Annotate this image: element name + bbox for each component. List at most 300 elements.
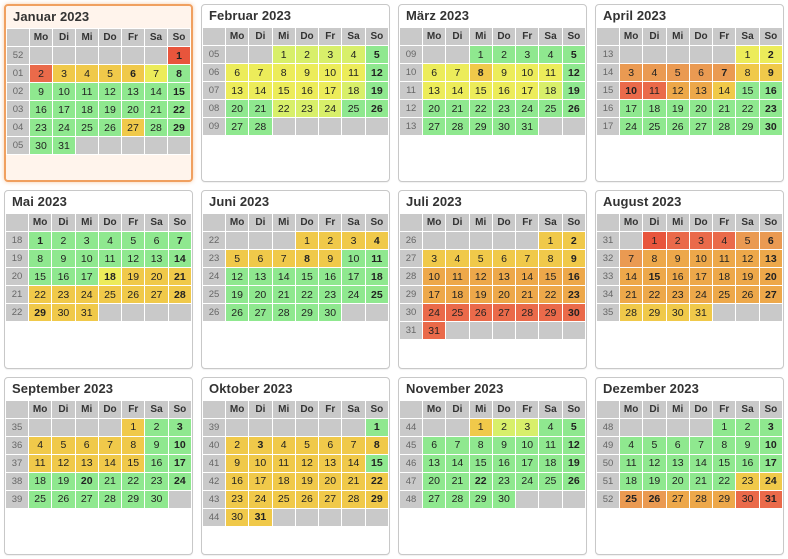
day-cell[interactable]: 30: [52, 304, 75, 322]
day-cell[interactable]: 28: [168, 286, 191, 304]
day-cell[interactable]: 6: [759, 232, 782, 250]
day-cell[interactable]: 6: [122, 65, 145, 83]
day-cell[interactable]: 20: [319, 472, 342, 490]
day-cell[interactable]: 11: [620, 454, 643, 472]
day-cell[interactable]: 1: [713, 418, 736, 436]
day-cell[interactable]: 7: [249, 64, 272, 82]
day-cell[interactable]: 9: [30, 83, 53, 101]
day-cell[interactable]: 21: [620, 286, 643, 304]
day-cell[interactable]: 20: [75, 472, 98, 490]
day-cell[interactable]: 26: [736, 286, 759, 304]
day-cell[interactable]: 19: [99, 101, 122, 119]
day-cell[interactable]: 17: [249, 472, 272, 490]
day-cell[interactable]: 15: [122, 454, 145, 472]
day-cell[interactable]: 11: [446, 268, 469, 286]
day-cell[interactable]: 1: [469, 46, 492, 64]
day-cell[interactable]: 17: [319, 82, 342, 100]
month-card[interactable]: [201, 190, 390, 368]
day-cell[interactable]: 5: [226, 250, 249, 268]
day-cell[interactable]: 21: [689, 472, 712, 490]
day-cell[interactable]: 9: [226, 454, 249, 472]
day-cell[interactable]: 10: [620, 82, 643, 100]
day-cell[interactable]: 11: [272, 454, 295, 472]
day-cell[interactable]: 4: [713, 232, 736, 250]
day-cell[interactable]: 24: [689, 286, 712, 304]
day-cell[interactable]: 16: [295, 82, 318, 100]
day-cell[interactable]: 2: [30, 65, 53, 83]
day-cell[interactable]: 20: [145, 268, 168, 286]
day-cell[interactable]: 8: [168, 65, 191, 83]
day-cell[interactable]: 1: [539, 232, 562, 250]
day-cell[interactable]: 26: [365, 100, 388, 118]
day-cell[interactable]: 3: [516, 418, 539, 436]
day-cell[interactable]: 9: [666, 250, 689, 268]
day-cell[interactable]: 20: [122, 101, 145, 119]
day-cell[interactable]: 28: [446, 490, 469, 508]
day-cell[interactable]: 15: [713, 454, 736, 472]
month-card[interactable]: [398, 377, 587, 555]
day-cell[interactable]: 27: [122, 119, 145, 137]
day-cell[interactable]: 7: [272, 250, 295, 268]
day-cell[interactable]: 18: [446, 286, 469, 304]
day-cell[interactable]: 10: [759, 436, 782, 454]
day-cell[interactable]: 31: [759, 490, 782, 508]
day-cell[interactable]: 15: [272, 82, 295, 100]
day-cell[interactable]: 20: [689, 100, 712, 118]
day-cell[interactable]: 21: [272, 286, 295, 304]
day-cell[interactable]: 21: [516, 286, 539, 304]
day-cell[interactable]: 30: [30, 137, 53, 155]
month-card[interactable]: [595, 377, 784, 555]
day-cell[interactable]: 23: [30, 119, 53, 137]
day-cell[interactable]: 2: [562, 232, 585, 250]
month-card[interactable]: [4, 377, 193, 555]
day-cell[interactable]: 19: [365, 82, 388, 100]
day-cell[interactable]: 15: [29, 268, 52, 286]
day-cell[interactable]: 15: [736, 82, 759, 100]
day-cell[interactable]: 5: [562, 418, 585, 436]
day-cell[interactable]: 25: [342, 100, 365, 118]
day-cell[interactable]: 23: [736, 472, 759, 490]
day-cell[interactable]: 30: [666, 304, 689, 322]
day-cell[interactable]: 11: [713, 250, 736, 268]
day-cell[interactable]: 28: [98, 490, 121, 508]
day-cell[interactable]: 10: [319, 64, 342, 82]
day-cell[interactable]: 8: [295, 250, 318, 268]
day-cell[interactable]: 23: [759, 100, 782, 118]
day-cell[interactable]: 18: [272, 472, 295, 490]
day-cell[interactable]: 26: [562, 472, 585, 490]
day-cell[interactable]: 1: [469, 418, 492, 436]
day-cell[interactable]: 30: [226, 508, 249, 526]
day-cell[interactable]: 25: [643, 118, 666, 136]
day-cell[interactable]: 26: [469, 304, 492, 322]
day-cell[interactable]: 12: [52, 454, 75, 472]
day-cell[interactable]: 24: [168, 472, 191, 490]
day-cell[interactable]: 31: [516, 118, 539, 136]
day-cell[interactable]: 6: [145, 232, 168, 250]
day-cell[interactable]: 31: [689, 304, 712, 322]
day-cell[interactable]: 29: [295, 304, 318, 322]
day-cell[interactable]: 7: [446, 64, 469, 82]
day-cell[interactable]: 8: [365, 436, 388, 454]
day-cell[interactable]: 31: [75, 304, 98, 322]
day-cell[interactable]: 24: [516, 472, 539, 490]
day-cell[interactable]: 21: [342, 472, 365, 490]
day-cell[interactable]: 9: [492, 64, 515, 82]
day-cell[interactable]: 8: [272, 64, 295, 82]
day-cell[interactable]: 14: [620, 268, 643, 286]
day-cell[interactable]: 7: [689, 436, 712, 454]
day-cell[interactable]: 1: [643, 232, 666, 250]
day-cell[interactable]: 20: [423, 100, 446, 118]
day-cell[interactable]: 18: [620, 472, 643, 490]
day-cell[interactable]: 4: [342, 46, 365, 64]
day-cell[interactable]: 25: [713, 286, 736, 304]
day-cell[interactable]: 9: [562, 250, 585, 268]
day-cell[interactable]: 25: [272, 490, 295, 508]
day-cell[interactable]: 9: [295, 64, 318, 82]
day-cell[interactable]: 14: [713, 82, 736, 100]
day-cell[interactable]: 2: [666, 232, 689, 250]
day-cell[interactable]: 14: [98, 454, 121, 472]
day-cell[interactable]: 18: [29, 472, 52, 490]
day-cell[interactable]: 7: [620, 250, 643, 268]
day-cell[interactable]: 30: [492, 118, 515, 136]
day-cell[interactable]: 23: [226, 490, 249, 508]
day-cell[interactable]: 14: [516, 268, 539, 286]
day-cell[interactable]: 11: [643, 82, 666, 100]
day-cell[interactable]: 13: [226, 82, 249, 100]
day-cell[interactable]: 2: [226, 436, 249, 454]
day-cell[interactable]: 19: [562, 454, 585, 472]
day-cell[interactable]: 6: [226, 64, 249, 82]
day-cell[interactable]: 11: [98, 250, 121, 268]
day-cell[interactable]: 4: [539, 418, 562, 436]
day-cell[interactable]: 9: [492, 436, 515, 454]
day-cell[interactable]: 7: [713, 64, 736, 82]
day-cell[interactable]: 4: [365, 232, 388, 250]
day-cell[interactable]: 17: [759, 454, 782, 472]
day-cell[interactable]: 6: [689, 64, 712, 82]
day-cell[interactable]: 26: [666, 118, 689, 136]
day-cell[interactable]: 6: [666, 436, 689, 454]
day-cell[interactable]: 2: [52, 232, 75, 250]
day-cell[interactable]: 17: [168, 454, 191, 472]
day-cell[interactable]: 24: [319, 100, 342, 118]
day-cell[interactable]: 30: [492, 490, 515, 508]
day-cell[interactable]: 31: [423, 322, 446, 340]
day-cell[interactable]: 24: [75, 286, 98, 304]
day-cell[interactable]: 4: [539, 46, 562, 64]
day-cell[interactable]: 4: [98, 232, 121, 250]
day-cell[interactable]: 5: [365, 46, 388, 64]
day-cell[interactable]: 24: [620, 118, 643, 136]
day-cell[interactable]: 19: [122, 268, 145, 286]
day-cell[interactable]: 5: [52, 436, 75, 454]
day-cell[interactable]: 5: [469, 250, 492, 268]
day-cell[interactable]: 15: [295, 268, 318, 286]
day-cell[interactable]: 29: [736, 118, 759, 136]
day-cell[interactable]: 12: [122, 250, 145, 268]
day-cell[interactable]: 2: [759, 46, 782, 64]
day-cell[interactable]: 12: [365, 64, 388, 82]
day-cell[interactable]: 11: [76, 83, 99, 101]
day-cell[interactable]: 11: [342, 64, 365, 82]
day-cell[interactable]: 29: [29, 304, 52, 322]
day-cell[interactable]: 14: [249, 82, 272, 100]
day-cell[interactable]: 11: [29, 454, 52, 472]
month-card[interactable]: [4, 190, 193, 368]
day-cell[interactable]: 6: [423, 64, 446, 82]
day-cell[interactable]: 12: [736, 250, 759, 268]
day-cell[interactable]: 20: [666, 472, 689, 490]
day-cell[interactable]: 6: [249, 250, 272, 268]
day-cell[interactable]: 10: [168, 436, 191, 454]
day-cell[interactable]: 2: [319, 232, 342, 250]
day-cell[interactable]: 16: [562, 268, 585, 286]
day-cell[interactable]: 17: [53, 101, 76, 119]
day-cell[interactable]: 2: [736, 418, 759, 436]
day-cell[interactable]: 9: [319, 250, 342, 268]
day-cell[interactable]: 3: [516, 46, 539, 64]
day-cell[interactable]: 5: [736, 232, 759, 250]
day-cell[interactable]: 2: [295, 46, 318, 64]
day-cell[interactable]: 8: [736, 64, 759, 82]
day-cell[interactable]: 9: [145, 436, 168, 454]
day-cell[interactable]: 22: [469, 100, 492, 118]
day-cell[interactable]: 25: [620, 490, 643, 508]
day-cell[interactable]: 22: [736, 100, 759, 118]
day-cell[interactable]: 29: [643, 304, 666, 322]
day-cell[interactable]: 3: [689, 232, 712, 250]
day-cell[interactable]: 18: [76, 101, 99, 119]
day-cell[interactable]: 21: [98, 472, 121, 490]
day-cell[interactable]: 23: [666, 286, 689, 304]
day-cell[interactable]: 1: [29, 232, 52, 250]
day-cell[interactable]: 12: [562, 436, 585, 454]
day-cell[interactable]: 23: [145, 472, 168, 490]
day-cell[interactable]: 1: [736, 46, 759, 64]
day-cell[interactable]: 24: [423, 304, 446, 322]
day-cell[interactable]: 24: [342, 286, 365, 304]
day-cell[interactable]: 18: [539, 454, 562, 472]
day-cell[interactable]: 13: [492, 268, 515, 286]
day-cell[interactable]: 13: [319, 454, 342, 472]
day-cell[interactable]: 12: [666, 82, 689, 100]
day-cell[interactable]: 1: [168, 47, 191, 65]
day-cell[interactable]: 7: [98, 436, 121, 454]
day-cell[interactable]: 29: [539, 304, 562, 322]
day-cell[interactable]: 3: [249, 436, 272, 454]
day-cell[interactable]: 12: [295, 454, 318, 472]
day-cell[interactable]: 14: [145, 83, 168, 101]
day-cell[interactable]: 10: [53, 83, 76, 101]
day-cell[interactable]: 19: [226, 286, 249, 304]
month-card[interactable]: [595, 4, 784, 182]
day-cell[interactable]: 14: [342, 454, 365, 472]
day-cell[interactable]: 28: [516, 304, 539, 322]
day-cell[interactable]: 25: [365, 286, 388, 304]
day-cell[interactable]: 24: [516, 100, 539, 118]
day-cell[interactable]: 14: [446, 454, 469, 472]
day-cell[interactable]: 27: [666, 490, 689, 508]
day-cell[interactable]: 23: [319, 286, 342, 304]
day-cell[interactable]: 18: [539, 82, 562, 100]
month-card[interactable]: [595, 190, 784, 368]
day-cell[interactable]: 17: [75, 268, 98, 286]
day-cell[interactable]: 3: [53, 65, 76, 83]
day-cell[interactable]: 20: [226, 100, 249, 118]
day-cell[interactable]: 25: [539, 472, 562, 490]
day-cell[interactable]: 2: [492, 418, 515, 436]
day-cell[interactable]: 2: [492, 46, 515, 64]
day-cell[interactable]: 22: [539, 286, 562, 304]
day-cell[interactable]: 15: [469, 82, 492, 100]
day-cell[interactable]: 19: [469, 286, 492, 304]
day-cell[interactable]: 16: [319, 268, 342, 286]
day-cell[interactable]: 14: [689, 454, 712, 472]
day-cell[interactable]: 21: [446, 100, 469, 118]
day-cell[interactable]: 30: [759, 118, 782, 136]
day-cell[interactable]: 30: [145, 490, 168, 508]
day-cell[interactable]: 4: [76, 65, 99, 83]
day-cell[interactable]: 13: [423, 82, 446, 100]
day-cell[interactable]: 5: [295, 436, 318, 454]
day-cell[interactable]: 20: [423, 472, 446, 490]
day-cell[interactable]: 11: [539, 64, 562, 82]
day-cell[interactable]: 25: [76, 119, 99, 137]
day-cell[interactable]: 16: [145, 454, 168, 472]
day-cell[interactable]: 20: [492, 286, 515, 304]
day-cell[interactable]: 16: [226, 472, 249, 490]
day-cell[interactable]: 18: [342, 82, 365, 100]
day-cell[interactable]: 1: [295, 232, 318, 250]
day-cell[interactable]: 10: [249, 454, 272, 472]
day-cell[interactable]: 12: [99, 83, 122, 101]
day-cell[interactable]: 17: [516, 454, 539, 472]
day-cell[interactable]: 24: [53, 119, 76, 137]
day-cell[interactable]: 13: [75, 454, 98, 472]
day-cell[interactable]: 22: [469, 472, 492, 490]
day-cell[interactable]: 23: [295, 100, 318, 118]
day-cell[interactable]: 27: [423, 490, 446, 508]
day-cell[interactable]: 5: [643, 436, 666, 454]
day-cell[interactable]: 1: [365, 418, 388, 436]
day-cell[interactable]: 16: [30, 101, 53, 119]
day-cell[interactable]: 20: [249, 286, 272, 304]
day-cell[interactable]: 27: [689, 118, 712, 136]
day-cell[interactable]: 10: [342, 250, 365, 268]
day-cell[interactable]: 19: [736, 268, 759, 286]
day-cell[interactable]: 18: [643, 100, 666, 118]
day-cell[interactable]: 27: [759, 286, 782, 304]
day-cell[interactable]: 16: [492, 454, 515, 472]
day-cell[interactable]: 22: [168, 101, 191, 119]
day-cell[interactable]: 27: [249, 304, 272, 322]
day-cell[interactable]: 22: [29, 286, 52, 304]
month-card[interactable]: [398, 190, 587, 368]
day-cell[interactable]: 23: [562, 286, 585, 304]
day-cell[interactable]: 20: [759, 268, 782, 286]
day-cell[interactable]: 10: [689, 250, 712, 268]
day-cell[interactable]: 16: [736, 454, 759, 472]
month-card[interactable]: [201, 4, 390, 182]
day-cell[interactable]: 27: [145, 286, 168, 304]
day-cell[interactable]: 12: [643, 454, 666, 472]
day-cell[interactable]: 8: [29, 250, 52, 268]
day-cell[interactable]: 25: [446, 304, 469, 322]
day-cell[interactable]: 21: [446, 472, 469, 490]
day-cell[interactable]: 5: [562, 46, 585, 64]
month-card[interactable]: [4, 4, 193, 182]
day-cell[interactable]: 26: [643, 490, 666, 508]
day-cell[interactable]: 15: [168, 83, 191, 101]
day-cell[interactable]: 19: [666, 100, 689, 118]
day-cell[interactable]: 4: [29, 436, 52, 454]
day-cell[interactable]: 3: [423, 250, 446, 268]
day-cell[interactable]: 13: [145, 250, 168, 268]
day-cell[interactable]: 8: [539, 250, 562, 268]
day-cell[interactable]: 30: [562, 304, 585, 322]
day-cell[interactable]: 13: [759, 250, 782, 268]
day-cell[interactable]: 17: [342, 268, 365, 286]
day-cell[interactable]: 18: [98, 268, 121, 286]
day-cell[interactable]: 28: [620, 304, 643, 322]
day-cell[interactable]: 7: [342, 436, 365, 454]
day-cell[interactable]: 29: [469, 118, 492, 136]
day-cell[interactable]: 23: [492, 472, 515, 490]
day-cell[interactable]: 26: [122, 286, 145, 304]
day-cell[interactable]: 13: [666, 454, 689, 472]
day-cell[interactable]: 15: [365, 454, 388, 472]
day-cell[interactable]: 22: [295, 286, 318, 304]
day-cell[interactable]: 3: [759, 418, 782, 436]
day-cell[interactable]: 25: [29, 490, 52, 508]
day-cell[interactable]: 17: [516, 82, 539, 100]
day-cell[interactable]: 5: [122, 232, 145, 250]
day-cell[interactable]: 11: [539, 436, 562, 454]
day-cell[interactable]: 7: [168, 232, 191, 250]
day-cell[interactable]: 19: [562, 82, 585, 100]
day-cell[interactable]: 18: [365, 268, 388, 286]
day-cell[interactable]: 4: [272, 436, 295, 454]
day-cell[interactable]: 10: [516, 64, 539, 82]
day-cell[interactable]: 19: [643, 472, 666, 490]
day-cell[interactable]: 28: [145, 119, 168, 137]
day-cell[interactable]: 24: [249, 490, 272, 508]
day-cell[interactable]: 27: [75, 490, 98, 508]
day-cell[interactable]: 5: [666, 64, 689, 82]
day-cell[interactable]: 7: [145, 65, 168, 83]
day-cell[interactable]: 4: [620, 436, 643, 454]
day-cell[interactable]: 6: [75, 436, 98, 454]
day-cell[interactable]: 26: [52, 490, 75, 508]
day-cell[interactable]: 24: [759, 472, 782, 490]
day-cell[interactable]: 17: [689, 268, 712, 286]
day-cell[interactable]: 25: [539, 100, 562, 118]
day-cell[interactable]: 29: [168, 119, 191, 137]
day-cell[interactable]: 16: [492, 82, 515, 100]
day-cell[interactable]: 10: [516, 436, 539, 454]
day-cell[interactable]: 13: [249, 268, 272, 286]
day-cell[interactable]: 6: [423, 436, 446, 454]
day-cell[interactable]: 3: [319, 46, 342, 64]
day-cell[interactable]: 22: [122, 472, 145, 490]
day-cell[interactable]: 11: [365, 250, 388, 268]
day-cell[interactable]: 21: [249, 100, 272, 118]
day-cell[interactable]: 13: [423, 454, 446, 472]
